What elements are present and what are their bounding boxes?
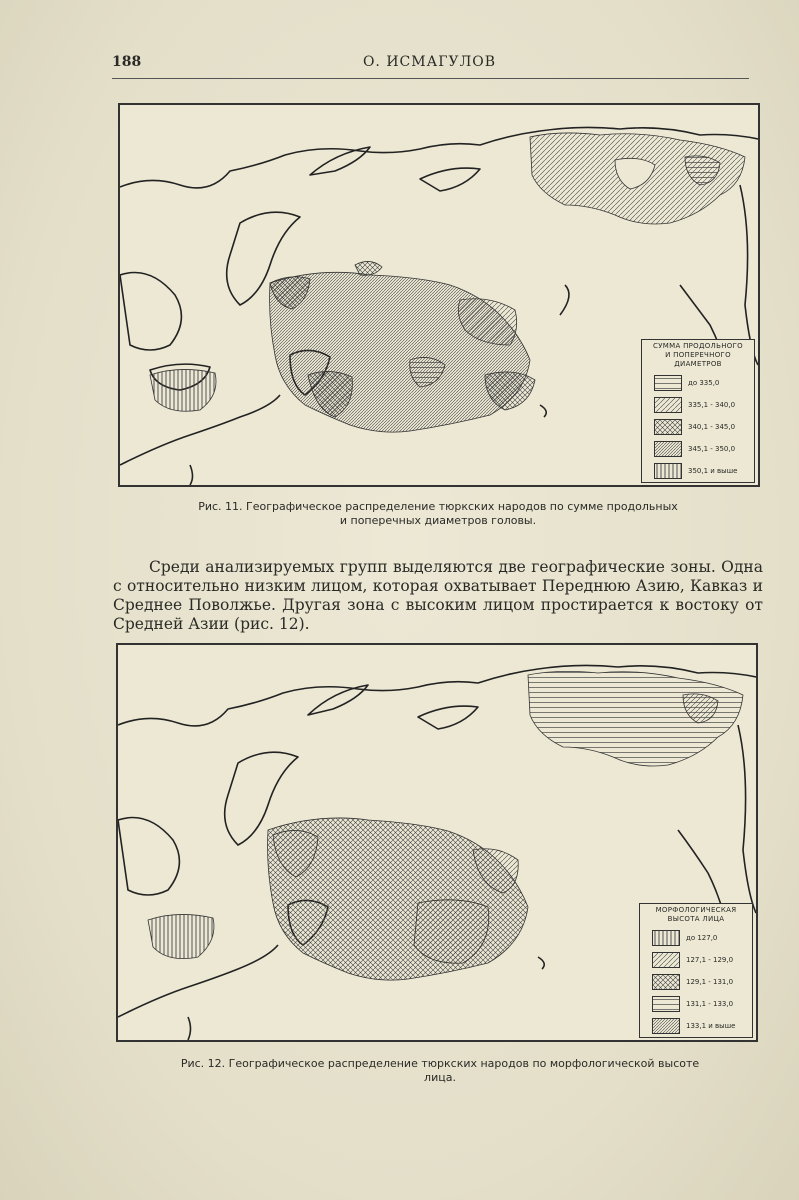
legend-label: 345,1 - 350,0: [688, 445, 736, 453]
legend-swatch: [652, 996, 680, 1012]
page-header: [112, 54, 747, 78]
legend-swatch: [654, 375, 682, 391]
legend-item: [642, 416, 754, 438]
figure-11-map: [118, 103, 760, 487]
caption-line: и поперечных диаметров головы.: [339, 514, 537, 527]
legend-label: 133,1 и выше: [686, 1022, 736, 1030]
caption-line: Рис. 12. Географическое распределение тюркских народов по морфологической высоте: [180, 1057, 700, 1070]
legend-swatch: [652, 974, 680, 990]
legend-label: 127,1 - 129,0: [686, 956, 734, 964]
legend-item: [642, 460, 754, 482]
legend-swatch: [652, 1018, 680, 1034]
legend-label: 129,1 - 131,0: [686, 978, 734, 986]
legend-item: [640, 927, 752, 949]
caption-line: Рис. 11. Географическое распределение тюркских народов по сумме продольных: [198, 500, 678, 513]
legend-item: [640, 993, 752, 1015]
running-head: О. ИСМАГУЛОВ: [362, 54, 497, 70]
legend-item: [640, 949, 752, 971]
legend-item: [642, 438, 754, 460]
legend-swatch: [654, 397, 682, 413]
figure-12-map: [116, 643, 758, 1042]
legend-label: 350,1 и выше: [688, 467, 738, 475]
legend-label: 335,1 - 340,0: [688, 401, 736, 409]
page-number: 188: [112, 54, 142, 70]
legend-swatch: [654, 441, 682, 457]
legend-item: [642, 372, 754, 394]
body-paragraph: [113, 558, 763, 634]
legend: [639, 903, 753, 1038]
legend-swatch: [654, 463, 682, 479]
legend-item: [640, 971, 752, 993]
legend-title: МОРФОЛОГИЧЕСКАЯ ВЫСОТА ЛИЦА: [655, 906, 737, 923]
legend-label: до 335,0: [688, 379, 720, 387]
caption-line: лица.: [424, 1071, 456, 1084]
legend-swatch: [652, 952, 680, 968]
header-rule: [112, 78, 749, 79]
legend-label: 131,1 - 133,0: [686, 1000, 734, 1008]
figure-12-caption: [100, 1057, 780, 1085]
legend: [641, 339, 755, 483]
legend-item: [642, 394, 754, 416]
legend-swatch: [652, 930, 680, 946]
legend-label: 340,1 - 345,0: [688, 423, 736, 431]
legend-title: СУММА ПРОДОЛЬНОГО И ПОПЕРЕЧНОГО ДИАМЕТРОВ: [653, 342, 743, 368]
legend-label: до 127,0: [686, 934, 718, 942]
paragraph-text: Среди анализируемых групп выделяются две географические зоны. Одна с относительно низким лицом, которая охватывает Переднюю Азию, Кавказ и Среднее Поволжье. Другая зона с высоким лицом простирается к востоку от Средней Азии (рис. 12).: [113, 558, 763, 633]
legend-item: [640, 1015, 752, 1037]
legend-swatch: [654, 419, 682, 435]
figure-11-caption: [118, 500, 758, 528]
